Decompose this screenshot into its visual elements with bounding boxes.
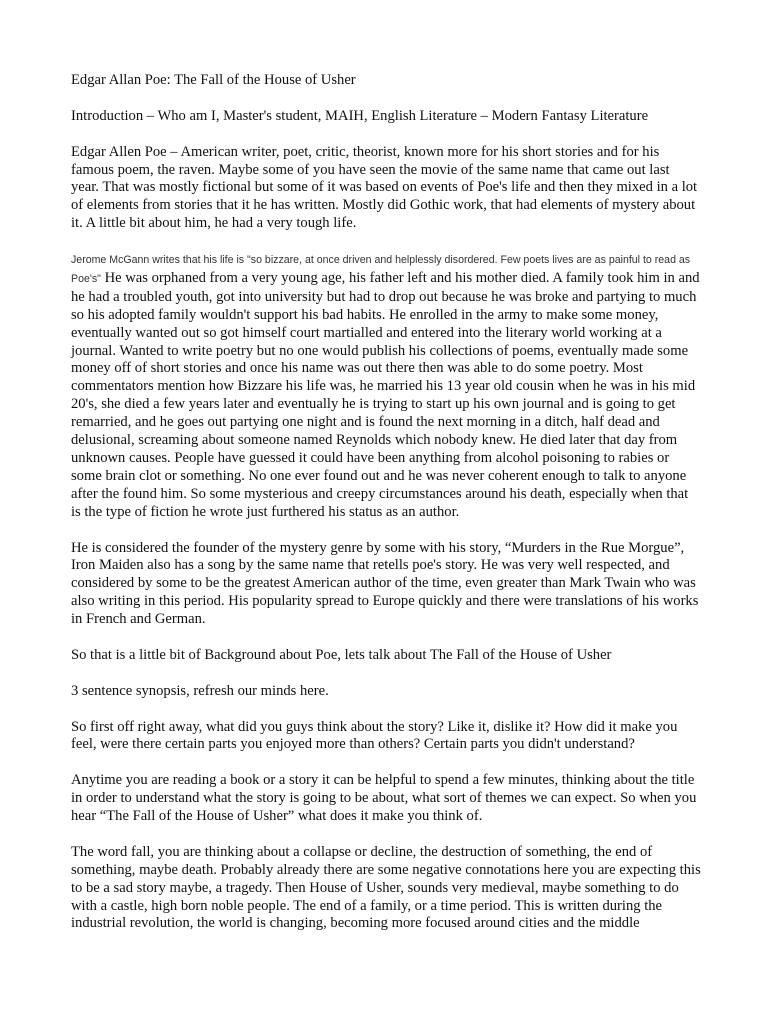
discussion-paragraph: So first off right away, what did you guys think about the story? Like it, dislike it? How did it make you feel, were there certain parts you enjoyed more than others? Certain parts you didn't understand? xyxy=(71,718,678,753)
fall-analysis-paragraph: The word fall, you are thinking about a collapse or decline, the destruction of something, the end of something, maybe death. Probably already there are some negative connotations here you are expecting this to be a sad story maybe, a tragedy. Then House of Usher, sounds very medieval, maybe something to do with a castle, high born noble people. The end of a family, or a time period. This is written during the industrial revolution, the world is changing, becoming more focused around cities and the middle xyxy=(71,843,701,932)
biography-paragraph: Edgar Allen Poe – American writer, poet, critic, theorist, known more for his short stories and for his famous poem, the raven. Maybe some of you have seen the movie of the same name that came out last year. That was mostly fictional but some of it was based on events of Poe's life and then they mixed in a lot of elements from stories that it he has written. Mostly did Gothic work, that had elements of mystery about it. A little bit about him, he had a very tough life. xyxy=(71,143,698,232)
transition-paragraph: So that is a little bit of Background about Poe, lets talk about The Fall of the House of Usher xyxy=(71,646,612,663)
document-title: Edgar Allan Poe: The Fall of the House of Usher xyxy=(71,72,356,88)
mcgann-quote: Jerome McGann writes that his life is "so bizzare, at once driven and helplessly disordered. Few poets lives are as painful to read as Poe's" xyxy=(71,254,691,285)
document-page xyxy=(71,72,701,951)
synopsis-paragraph: 3 sentence synopsis, refresh our minds here. xyxy=(71,682,329,699)
title-analysis-paragraph: Anytime you are reading a book or a story it can be helpful to spend a few minutes, thinking about the title in order to understand what the story is going to be about, what sort of themes we can expect. So when you hear “The Fall of the House of Usher” what does it make you think of. xyxy=(71,772,697,825)
life-paragraph xyxy=(71,251,701,522)
introduction-paragraph: Introduction – Who am I, Master's student, MAIH, English Literature – Modern Fantasy Literature xyxy=(71,107,649,124)
legacy-paragraph: He is considered the founder of the mystery genre by some with his story, “Murders in the Rue Morgue”, Iron Maiden also has a song by the same name that retells poe's story. He was very well respected, and considered by some to be the greatest American author of the time, even greater than Mark Twain who was also writing in this period. His popularity spread to Europe quickly and there were translations of his works in French and German. xyxy=(71,539,699,628)
life-paragraph-text: He was orphaned from a very young age, his father left and his mother died. A family took him in and he had a troubled youth, got into university but had to drop out because he was broke and partying to much so his adopted family wouldn't support his bad habits. He enrolled in the army to make some money, eventually wanted out so got himself court martialled and entered into the literary world working at a journal. Wanted to write poetry but no one would publish his collections of poems, eventually made some money off of short stories and once his name was out there then was able to do some poetry. Most commentators mention how Bizzare his life was, he married his 13 year old cousin when he was in his mid 20's, she died a few years later and eventually he is trying to start up his own journal and is going to get remarried, and he goes out partying one night and is found the next morning in a ditch, half dead and delusional, screaming about someone named Reynolds which nobody knew. He died later that day from unknown causes. People have guessed it could have been anything from alcohol poisoning to rabies or some brain clot or something. No one ever found out and he was never coherent enough to talk to anyone after the found him. So some mysterious and creepy circumstances around his death, especially when that is the type of fiction he wrote just furthered his status as an author. xyxy=(71,269,700,520)
